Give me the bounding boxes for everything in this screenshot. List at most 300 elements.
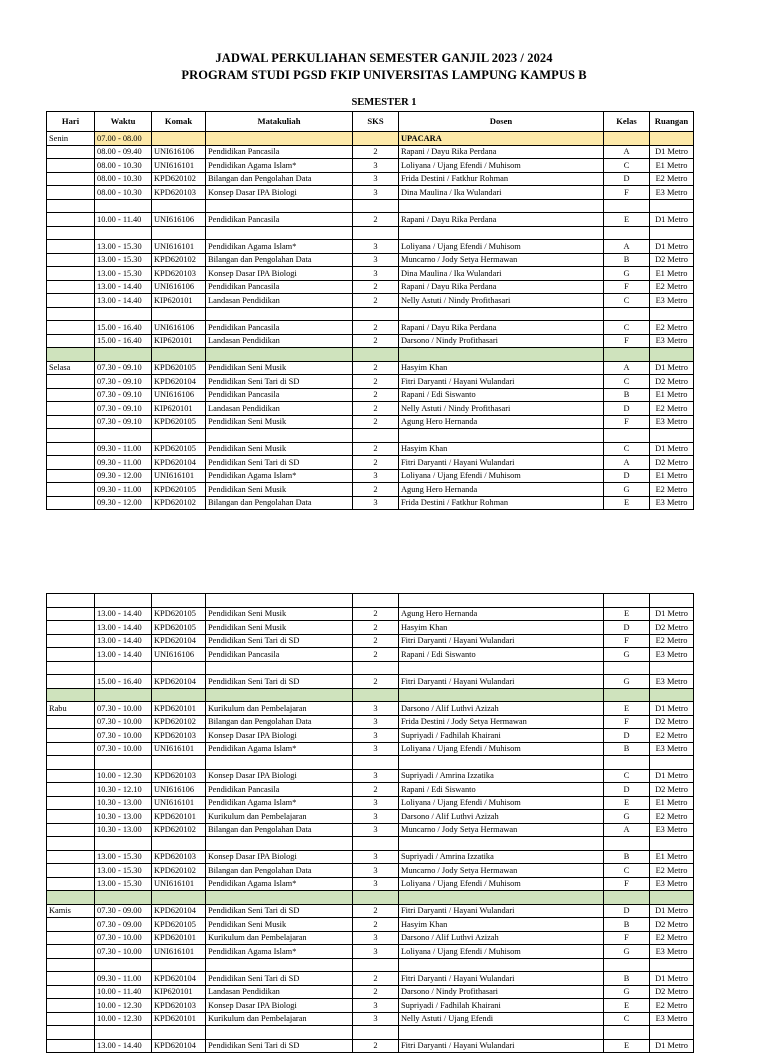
cell-komak — [152, 199, 206, 213]
cell-komak: KIP620101 — [152, 294, 206, 308]
cell-ruangan — [650, 429, 694, 443]
cell-matakuliah: Pendidikan Agama Islam* — [206, 796, 353, 810]
table-row — [47, 280, 694, 294]
cell-sks: 2 — [353, 918, 399, 932]
cell-komak — [152, 837, 206, 851]
cell-waktu: 07.30 - 10.00 — [95, 702, 152, 716]
cell-matakuliah: Bilangan dan Pengolahan Data — [206, 715, 353, 729]
cell-ruangan: E2 Metro — [650, 280, 694, 294]
cell-kelas: D — [604, 621, 650, 635]
cell-dosen: Fitri Daryanti / Hayani Wulandari — [399, 675, 604, 689]
cell-kelas: C — [604, 442, 650, 456]
cell-ruangan: D2 Metro — [650, 918, 694, 932]
col-header-sks: SKS — [353, 112, 399, 132]
cell-komak: KPD620103 — [152, 267, 206, 281]
cell-waktu: 09.30 - 12.00 — [95, 496, 152, 510]
cell-sks — [353, 226, 399, 240]
cell-ruangan: E2 Metro — [650, 402, 694, 416]
cell-hari — [47, 1039, 95, 1053]
cell-dosen: Muncarno / Jody Setya Hermawan — [399, 864, 604, 878]
cell-waktu: 13.00 - 15.30 — [95, 864, 152, 878]
cell-dosen: Darsono / Alif Luthvi Azizah — [399, 931, 604, 945]
cell-waktu: 13.00 - 14.40 — [95, 1039, 152, 1053]
cell-sks: 2 — [353, 972, 399, 986]
cell-sks — [353, 307, 399, 321]
cell-matakuliah: Pendidikan Seni Musik — [206, 483, 353, 497]
cell-waktu: 10.30 - 13.00 — [95, 796, 152, 810]
table-row — [47, 267, 694, 281]
cell-waktu: 13.00 - 14.40 — [95, 621, 152, 635]
cell-ruangan: E2 Metro — [650, 864, 694, 878]
table-row — [47, 999, 694, 1013]
cell-matakuliah: Pendidikan Seni Tari di SD — [206, 972, 353, 986]
table-row — [47, 769, 694, 783]
cell-dosen — [399, 891, 604, 905]
cell-sks: 2 — [353, 607, 399, 621]
cell-dosen: Hasyim Khan — [399, 621, 604, 635]
cell-dosen: Supriyadi / Amrina Izzatika — [399, 850, 604, 864]
cell-sks: 2 — [353, 415, 399, 429]
cell-komak: UNI616101 — [152, 945, 206, 959]
cell-sks: 2 — [353, 783, 399, 797]
cell-sks: 3 — [353, 945, 399, 959]
cell-ruangan: E3 Metro — [650, 186, 694, 200]
cell-matakuliah: Pendidikan Agama Islam* — [206, 877, 353, 891]
cell-waktu: 13.00 - 15.30 — [95, 240, 152, 254]
cell-kelas — [604, 429, 650, 443]
cell-ruangan: D1 Metro — [650, 702, 694, 716]
cell-hari — [47, 607, 95, 621]
cell-hari — [47, 456, 95, 470]
schedule-body-part2 — [47, 594, 694, 1053]
cell-waktu: 10.30 - 13.00 — [95, 810, 152, 824]
cell-waktu: 13.00 - 14.40 — [95, 634, 152, 648]
cell-sks: 3 — [353, 864, 399, 878]
table-row — [47, 729, 694, 743]
cell-ruangan — [650, 756, 694, 770]
blank-row — [47, 661, 694, 675]
cell-dosen: Fitri Daryanti / Hayani Wulandari — [399, 904, 604, 918]
cell-kelas — [604, 226, 650, 240]
cell-ruangan: D1 Metro — [650, 1039, 694, 1053]
cell-komak: KPD620104 — [152, 972, 206, 986]
cell-hari — [47, 186, 95, 200]
col-header-hari: Hari — [47, 112, 95, 132]
cell-dosen: Rapani / Dayu Rika Perdana — [399, 213, 604, 227]
cell-komak: UNI616101 — [152, 469, 206, 483]
cell-hari — [47, 634, 95, 648]
blank-row — [47, 199, 694, 213]
cell-kelas: F — [604, 334, 650, 348]
cell-hari — [47, 661, 95, 675]
cell-waktu: 07.00 - 08.00 — [95, 132, 152, 146]
cell-matakuliah: Konsep Dasar IPA Biologi — [206, 850, 353, 864]
cell-komak — [152, 1026, 206, 1040]
cell-komak: KPD620105 — [152, 415, 206, 429]
cell-hari — [47, 159, 95, 173]
cell-matakuliah — [206, 594, 353, 608]
day-separator-row — [47, 891, 694, 905]
cell-kelas: C — [604, 769, 650, 783]
cell-dosen — [399, 661, 604, 675]
cell-komak: KPD620104 — [152, 634, 206, 648]
cell-kelas — [604, 688, 650, 702]
cell-ruangan — [650, 958, 694, 972]
cell-hari — [47, 621, 95, 635]
cell-ruangan: E3 Metro — [650, 823, 694, 837]
cell-sks: 3 — [353, 172, 399, 186]
cell-dosen: Rapani / Edi Siswanto — [399, 388, 604, 402]
table-row — [47, 240, 694, 254]
cell-hari — [47, 429, 95, 443]
cell-dosen: Loliyana / Ujang Efendi / Muhisom — [399, 159, 604, 173]
cell-ruangan — [650, 132, 694, 146]
cell-komak: KPD620102 — [152, 496, 206, 510]
cell-sks: 3 — [353, 729, 399, 743]
cell-matakuliah: Landasan Pendidikan — [206, 985, 353, 999]
cell-waktu: 07.30 - 10.00 — [95, 715, 152, 729]
cell-hari — [47, 810, 95, 824]
cell-sks: 2 — [353, 280, 399, 294]
cell-sks — [353, 661, 399, 675]
cell-waktu: 10.30 - 13.00 — [95, 823, 152, 837]
cell-hari — [47, 375, 95, 389]
table-row — [47, 145, 694, 159]
cell-waktu: 07.30 - 10.00 — [95, 931, 152, 945]
cell-ruangan: D1 Metro — [650, 145, 694, 159]
cell-waktu: 13.00 - 14.40 — [95, 280, 152, 294]
col-header-waktu: Waktu — [95, 112, 152, 132]
cell-komak: UNI616101 — [152, 742, 206, 756]
cell-ruangan: D2 Metro — [650, 253, 694, 267]
cell-komak: KPD620103 — [152, 186, 206, 200]
cell-komak: UNI616106 — [152, 388, 206, 402]
cell-dosen: Darsono / Nindy Profithasari — [399, 334, 604, 348]
cell-waktu: 10.00 - 11.40 — [95, 213, 152, 227]
cell-komak: KPD620105 — [152, 483, 206, 497]
blank-row — [47, 226, 694, 240]
table-row — [47, 388, 694, 402]
cell-kelas: F — [604, 280, 650, 294]
cell-komak: KPD620104 — [152, 375, 206, 389]
cell-kelas: D — [604, 729, 650, 743]
cell-waktu: 13.00 - 14.40 — [95, 294, 152, 308]
cell-sks: 3 — [353, 1012, 399, 1026]
cell-matakuliah — [206, 756, 353, 770]
cell-sks: 2 — [353, 675, 399, 689]
cell-matakuliah — [206, 199, 353, 213]
cell-komak: UNI616106 — [152, 321, 206, 335]
cell-sks: 3 — [353, 742, 399, 756]
cell-ruangan — [650, 307, 694, 321]
cell-matakuliah: Kurikulum dan Pembelajaran — [206, 810, 353, 824]
cell-hari — [47, 199, 95, 213]
cell-komak: UNI616101 — [152, 159, 206, 173]
cell-hari — [47, 294, 95, 308]
cell-sks — [353, 1026, 399, 1040]
cell-sks — [353, 837, 399, 851]
table-row — [47, 496, 694, 510]
cell-komak — [152, 348, 206, 362]
cell-kelas: A — [604, 823, 650, 837]
cell-matakuliah: Pendidikan Seni Musik — [206, 621, 353, 635]
cell-dosen: Darsono / Alif Luthvi Azizah — [399, 810, 604, 824]
cell-hari — [47, 388, 95, 402]
cell-dosen: Loliyana / Ujang Efendi / Muhisom — [399, 796, 604, 810]
cell-matakuliah: Pendidikan Pancasila — [206, 783, 353, 797]
table-row — [47, 783, 694, 797]
cell-matakuliah: Pendidikan Pancasila — [206, 321, 353, 335]
cell-waktu — [95, 756, 152, 770]
cell-dosen: Fitri Daryanti / Hayani Wulandari — [399, 375, 604, 389]
cell-hari — [47, 240, 95, 254]
cell-kelas: E — [604, 607, 650, 621]
table-row — [47, 415, 694, 429]
cell-matakuliah: Pendidikan Seni Tari di SD — [206, 375, 353, 389]
cell-waktu: 15.00 - 16.40 — [95, 321, 152, 335]
cell-waktu — [95, 958, 152, 972]
cell-matakuliah — [206, 307, 353, 321]
cell-ruangan: D1 Metro — [650, 607, 694, 621]
cell-matakuliah: Pendidikan Seni Tari di SD — [206, 904, 353, 918]
cell-sks: 2 — [353, 634, 399, 648]
cell-dosen: Frida Destini / Jody Setya Hermawan — [399, 715, 604, 729]
cell-matakuliah: Bilangan dan Pengolahan Data — [206, 496, 353, 510]
cell-matakuliah: Kurikulum dan Pembelajaran — [206, 931, 353, 945]
cell-waktu: 13.00 - 15.30 — [95, 850, 152, 864]
cell-waktu: 08.00 - 10.30 — [95, 186, 152, 200]
cell-kelas: D — [604, 469, 650, 483]
cell-ruangan: E3 Metro — [650, 415, 694, 429]
cell-komak: UNI616101 — [152, 240, 206, 254]
cell-kelas: C — [604, 159, 650, 173]
cell-sks — [353, 348, 399, 362]
cell-sks: 2 — [353, 145, 399, 159]
cell-waktu — [95, 891, 152, 905]
cell-sks: 3 — [353, 186, 399, 200]
cell-matakuliah: Bilangan dan Pengolahan Data — [206, 823, 353, 837]
cell-kelas: A — [604, 361, 650, 375]
cell-matakuliah — [206, 837, 353, 851]
cell-ruangan — [650, 837, 694, 851]
blank-row — [47, 958, 694, 972]
cell-ruangan — [650, 661, 694, 675]
cell-sks: 2 — [353, 648, 399, 662]
cell-ruangan: E2 Metro — [650, 483, 694, 497]
cell-komak: KPD620104 — [152, 456, 206, 470]
cell-dosen: Rapani / Dayu Rika Perdana — [399, 321, 604, 335]
cell-waktu: 09.30 - 11.00 — [95, 456, 152, 470]
cell-dosen: Frida Destini / Fatkhur Rohman — [399, 172, 604, 186]
cell-hari — [47, 931, 95, 945]
cell-komak: UNI616101 — [152, 877, 206, 891]
cell-sks: 2 — [353, 361, 399, 375]
cell-kelas: B — [604, 972, 650, 986]
cell-ruangan — [650, 688, 694, 702]
cell-kelas — [604, 837, 650, 851]
cell-kelas — [604, 199, 650, 213]
cell-hari — [47, 823, 95, 837]
cell-komak: UNI616106 — [152, 213, 206, 227]
cell-hari — [47, 648, 95, 662]
cell-ruangan: D1 Metro — [650, 904, 694, 918]
cell-komak: KPD620101 — [152, 931, 206, 945]
blank-row — [47, 429, 694, 443]
cell-sks: 3 — [353, 877, 399, 891]
cell-hari — [47, 891, 95, 905]
cell-dosen: Rapani / Dayu Rika Perdana — [399, 280, 604, 294]
cell-waktu: 13.00 - 15.30 — [95, 267, 152, 281]
table-row — [47, 675, 694, 689]
cell-matakuliah: Konsep Dasar IPA Biologi — [206, 729, 353, 743]
cell-dosen: Rapani / Edi Siswanto — [399, 783, 604, 797]
cell-dosen — [399, 226, 604, 240]
cell-komak — [152, 429, 206, 443]
cell-kelas: E — [604, 702, 650, 716]
cell-kelas: F — [604, 634, 650, 648]
cell-komak: KIP620101 — [152, 334, 206, 348]
col-header-ruangan: Ruangan — [650, 112, 694, 132]
cell-waktu: 10.00 - 12.30 — [95, 1012, 152, 1026]
cell-hari — [47, 850, 95, 864]
cell-matakuliah: Konsep Dasar IPA Biologi — [206, 999, 353, 1013]
cell-hari — [47, 334, 95, 348]
cell-kelas: B — [604, 742, 650, 756]
col-header-komak: Komak — [152, 112, 206, 132]
cell-waktu — [95, 1026, 152, 1040]
cell-sks — [353, 429, 399, 443]
cell-sks: 2 — [353, 621, 399, 635]
cell-dosen: Nelly Astuti / Nindy Profithasari — [399, 402, 604, 416]
cell-kelas: G — [604, 483, 650, 497]
cell-dosen: Hasyim Khan — [399, 442, 604, 456]
cell-ruangan: E3 Metro — [650, 742, 694, 756]
cell-kelas: G — [604, 945, 650, 959]
cell-dosen: Rapani / Edi Siswanto — [399, 648, 604, 662]
cell-ruangan: E2 Metro — [650, 931, 694, 945]
cell-komak: UNI616106 — [152, 145, 206, 159]
table-row — [47, 945, 694, 959]
cell-hari — [47, 918, 95, 932]
cell-sks: 2 — [353, 321, 399, 335]
table-row — [47, 877, 694, 891]
table-row — [47, 918, 694, 932]
cell-hari — [47, 864, 95, 878]
cell-matakuliah: Konsep Dasar IPA Biologi — [206, 769, 353, 783]
cell-hari — [47, 402, 95, 416]
table-row — [47, 864, 694, 878]
table-row — [47, 483, 694, 497]
cell-kelas: E — [604, 496, 650, 510]
cell-komak: KPD620102 — [152, 253, 206, 267]
cell-kelas: B — [604, 253, 650, 267]
cell-hari — [47, 483, 95, 497]
table-row — [47, 702, 694, 716]
cell-waktu: 08.00 - 10.30 — [95, 159, 152, 173]
table-row — [47, 469, 694, 483]
cell-hari — [47, 715, 95, 729]
cell-sks — [353, 891, 399, 905]
cell-kelas — [604, 1026, 650, 1040]
cell-sks: 2 — [353, 456, 399, 470]
cell-komak: KPD620105 — [152, 607, 206, 621]
cell-sks: 2 — [353, 483, 399, 497]
cell-dosen: Rapani / Dayu Rika Perdana — [399, 145, 604, 159]
cell-komak: KPD620101 — [152, 810, 206, 824]
schedule-table-part1 — [46, 111, 694, 510]
cell-komak: UNI616101 — [152, 796, 206, 810]
cell-ruangan: D1 Metro — [650, 442, 694, 456]
cell-matakuliah: Pendidikan Agama Islam* — [206, 240, 353, 254]
cell-komak: KPD620103 — [152, 850, 206, 864]
cell-kelas: A — [604, 456, 650, 470]
cell-dosen — [399, 429, 604, 443]
cell-ruangan — [650, 226, 694, 240]
cell-waktu: 07.30 - 09.10 — [95, 415, 152, 429]
col-header-matakuliah: Matakuliah — [206, 112, 353, 132]
cell-kelas: E — [604, 796, 650, 810]
cell-sks — [353, 688, 399, 702]
cell-kelas: D — [604, 783, 650, 797]
cell-matakuliah — [206, 226, 353, 240]
cell-dosen: Loliyana / Ujang Efendi / Muhisom — [399, 469, 604, 483]
cell-sks: 3 — [353, 240, 399, 254]
cell-hari: Senin — [47, 132, 95, 146]
cell-waktu: 09.30 - 11.00 — [95, 442, 152, 456]
cell-kelas: E — [604, 1039, 650, 1053]
cell-hari — [47, 172, 95, 186]
cell-ruangan — [650, 594, 694, 608]
cell-komak — [152, 756, 206, 770]
cell-matakuliah: Pendidikan Pancasila — [206, 648, 353, 662]
cell-waktu: 09.30 - 11.00 — [95, 483, 152, 497]
cell-dosen: Loliyana / Ujang Efendi / Muhisom — [399, 945, 604, 959]
cell-hari — [47, 796, 95, 810]
cell-matakuliah: Bilangan dan Pengolahan Data — [206, 172, 353, 186]
table-row — [47, 823, 694, 837]
cell-dosen: Supriyadi / Fadhilah Khairani — [399, 729, 604, 743]
cell-matakuliah: Pendidikan Pancasila — [206, 280, 353, 294]
cell-sks — [353, 199, 399, 213]
cell-sks: 2 — [353, 1039, 399, 1053]
cell-waktu: 10.30 - 12.10 — [95, 783, 152, 797]
cell-komak: KPD620105 — [152, 361, 206, 375]
cell-matakuliah: Pendidikan Agama Islam* — [206, 742, 353, 756]
table-row — [47, 186, 694, 200]
cell-hari — [47, 837, 95, 851]
cell-kelas: G — [604, 675, 650, 689]
cell-kelas: G — [604, 648, 650, 662]
table-row — [47, 648, 694, 662]
cell-kelas: F — [604, 931, 650, 945]
cell-waktu — [95, 661, 152, 675]
cell-sks: 3 — [353, 496, 399, 510]
cell-ruangan: D1 Metro — [650, 240, 694, 254]
cell-dosen: Fitri Daryanti / Hayani Wulandari — [399, 1039, 604, 1053]
cell-waktu: 13.00 - 14.40 — [95, 607, 152, 621]
cell-kelas — [604, 307, 650, 321]
cell-matakuliah: Pendidikan Agama Islam* — [206, 469, 353, 483]
table-row — [47, 985, 694, 999]
cell-hari — [47, 877, 95, 891]
cell-dosen: Loliyana / Ujang Efendi / Muhisom — [399, 240, 604, 254]
cell-dosen: Agung Hero Hernanda — [399, 607, 604, 621]
cell-kelas — [604, 132, 650, 146]
cell-hari — [47, 783, 95, 797]
cell-dosen — [399, 307, 604, 321]
cell-komak: KPD620105 — [152, 442, 206, 456]
table-row — [47, 621, 694, 635]
